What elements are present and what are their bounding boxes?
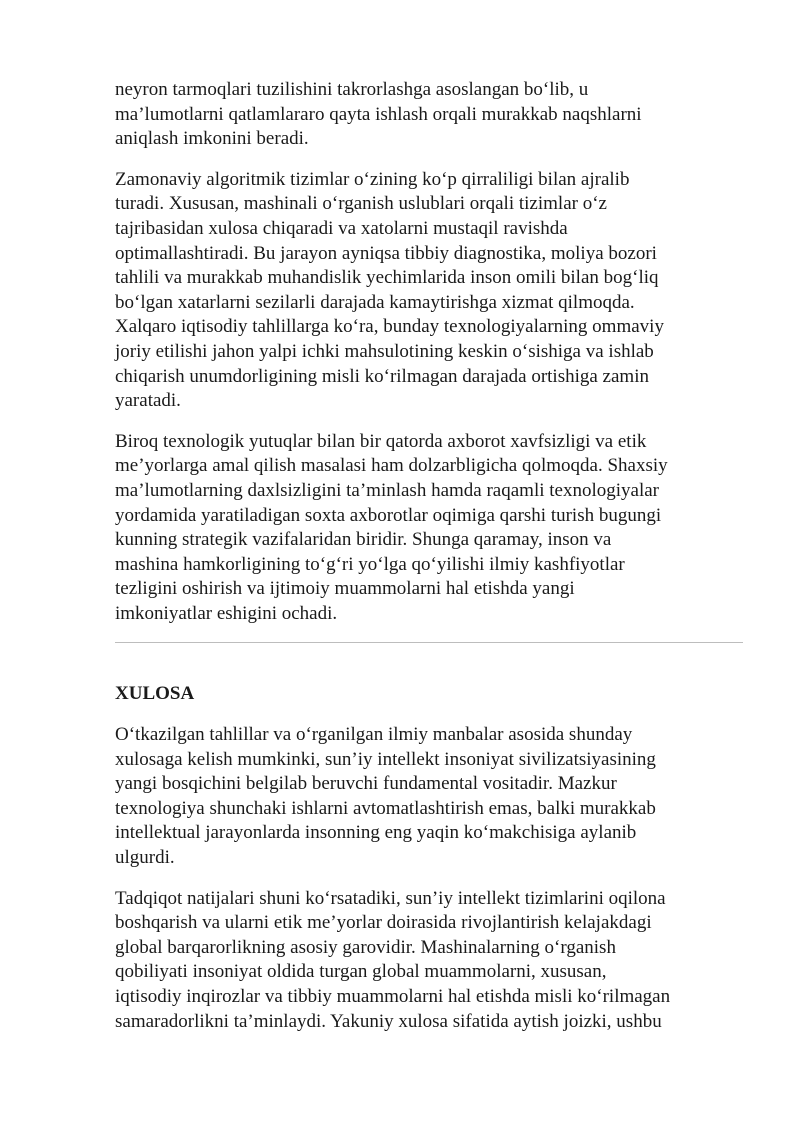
document-page bbox=[115, 78, 745, 1050]
section-heading: XULOSA bbox=[115, 683, 195, 705]
body-paragraph: Biroq texnologik yutuqlar bilan bir qatorda axborot xavfsizligi va etik me’yorlarga amal qilish masalasi ham dolzarbligicha qolmoqda. Shaxsiy ma’lumotlarning daxlsizligini ta’minlash hamda raqamli texnologiyalar yordamida yaratiladigan soxta axborotlar oqimiga qarshi turish bugungi kunning strategik vazifalaridan biridir. Shunga qaramay, inson va mashina hamkorligining to‘g‘ri yo‘lga qo‘yilishi ilmiy kashfiyotlar tezligini oshirish va ijtimoiy muammolarni hal etishda yangi imkoniyatlar eshigini ochadi. bbox=[115, 430, 668, 624]
body-paragraph: Zamonaviy algoritmik tizimlar o‘zining ko‘p qirraliligi bilan ajralib turadi. Xususan, mashinali o‘rganish uslublari orqali tizimlar o‘z tajribasidan xulosa chiqaradi va xatolarni mustaqil ravishda optimallashtiradi. Bu jarayon ayniqsa tibbiy diagnostika, moliya bozori tahlili va murakkab muhandislik yechimlarida inson omili bilan bog‘liq bo‘lgan xatarlarni sezilarli darajada kamaytirishga xizmat qilmoqda. Xalqaro iqtisodiy tahlillarga ko‘ra, bunday texnologiyalarning ommaviy joriy etilishi jahon yalpi ichki mahsulotining keskin o‘sishiga va ishlab chiqarish unumdorligining misli ko‘rilmagan darajada ortishiga zamin yaratadi. bbox=[115, 168, 664, 412]
section-divider bbox=[115, 642, 743, 643]
body-paragraph: Tadqiqot natijalari shuni ko‘rsatadiki, sun’iy intellekt tizimlarini oqilona boshqarish va ularni etik me’yorlar doirasida rivojlantirish kelajakdagi global barqarorlikning asosiy garovidir. Mashinalarning o‘rganish qobiliyati insoniyat oldida turgan global muammolarni, xususan, iqtisodiy inqirozlar va tibbiy muammolarni hal etishda misli ko‘rilmagan samaradorlikni ta’minlaydi. Yakuniy xulosa sifatida aytish joizki, ushbu bbox=[115, 887, 671, 1032]
body-paragraph: O‘tkazilgan tahlillar va o‘rganilgan ilmiy manbalar asosida shunday xulosaga kelish mumkinki, sun’iy intellekt insoniyat sivilizatsiyasining yangi bosqichini belgilab beruvchi fundamental vositadir. Mazkur texnologiya shunchaki ishlarni avtomatlashtirish emas, balki murakkab intellektual jarayonlarda insonning eng yaqin ko‘makchisiga aylanib ulgurdi. bbox=[115, 724, 656, 869]
body-paragraph: neyron tarmoqlari tuzilishini takrorlashga asoslangan bo‘lib, u ma’lumotlarni qatlamlararo qayta ishlash orqali murakkab naqshlarni aniqlash imkonini beradi. bbox=[115, 79, 642, 150]
